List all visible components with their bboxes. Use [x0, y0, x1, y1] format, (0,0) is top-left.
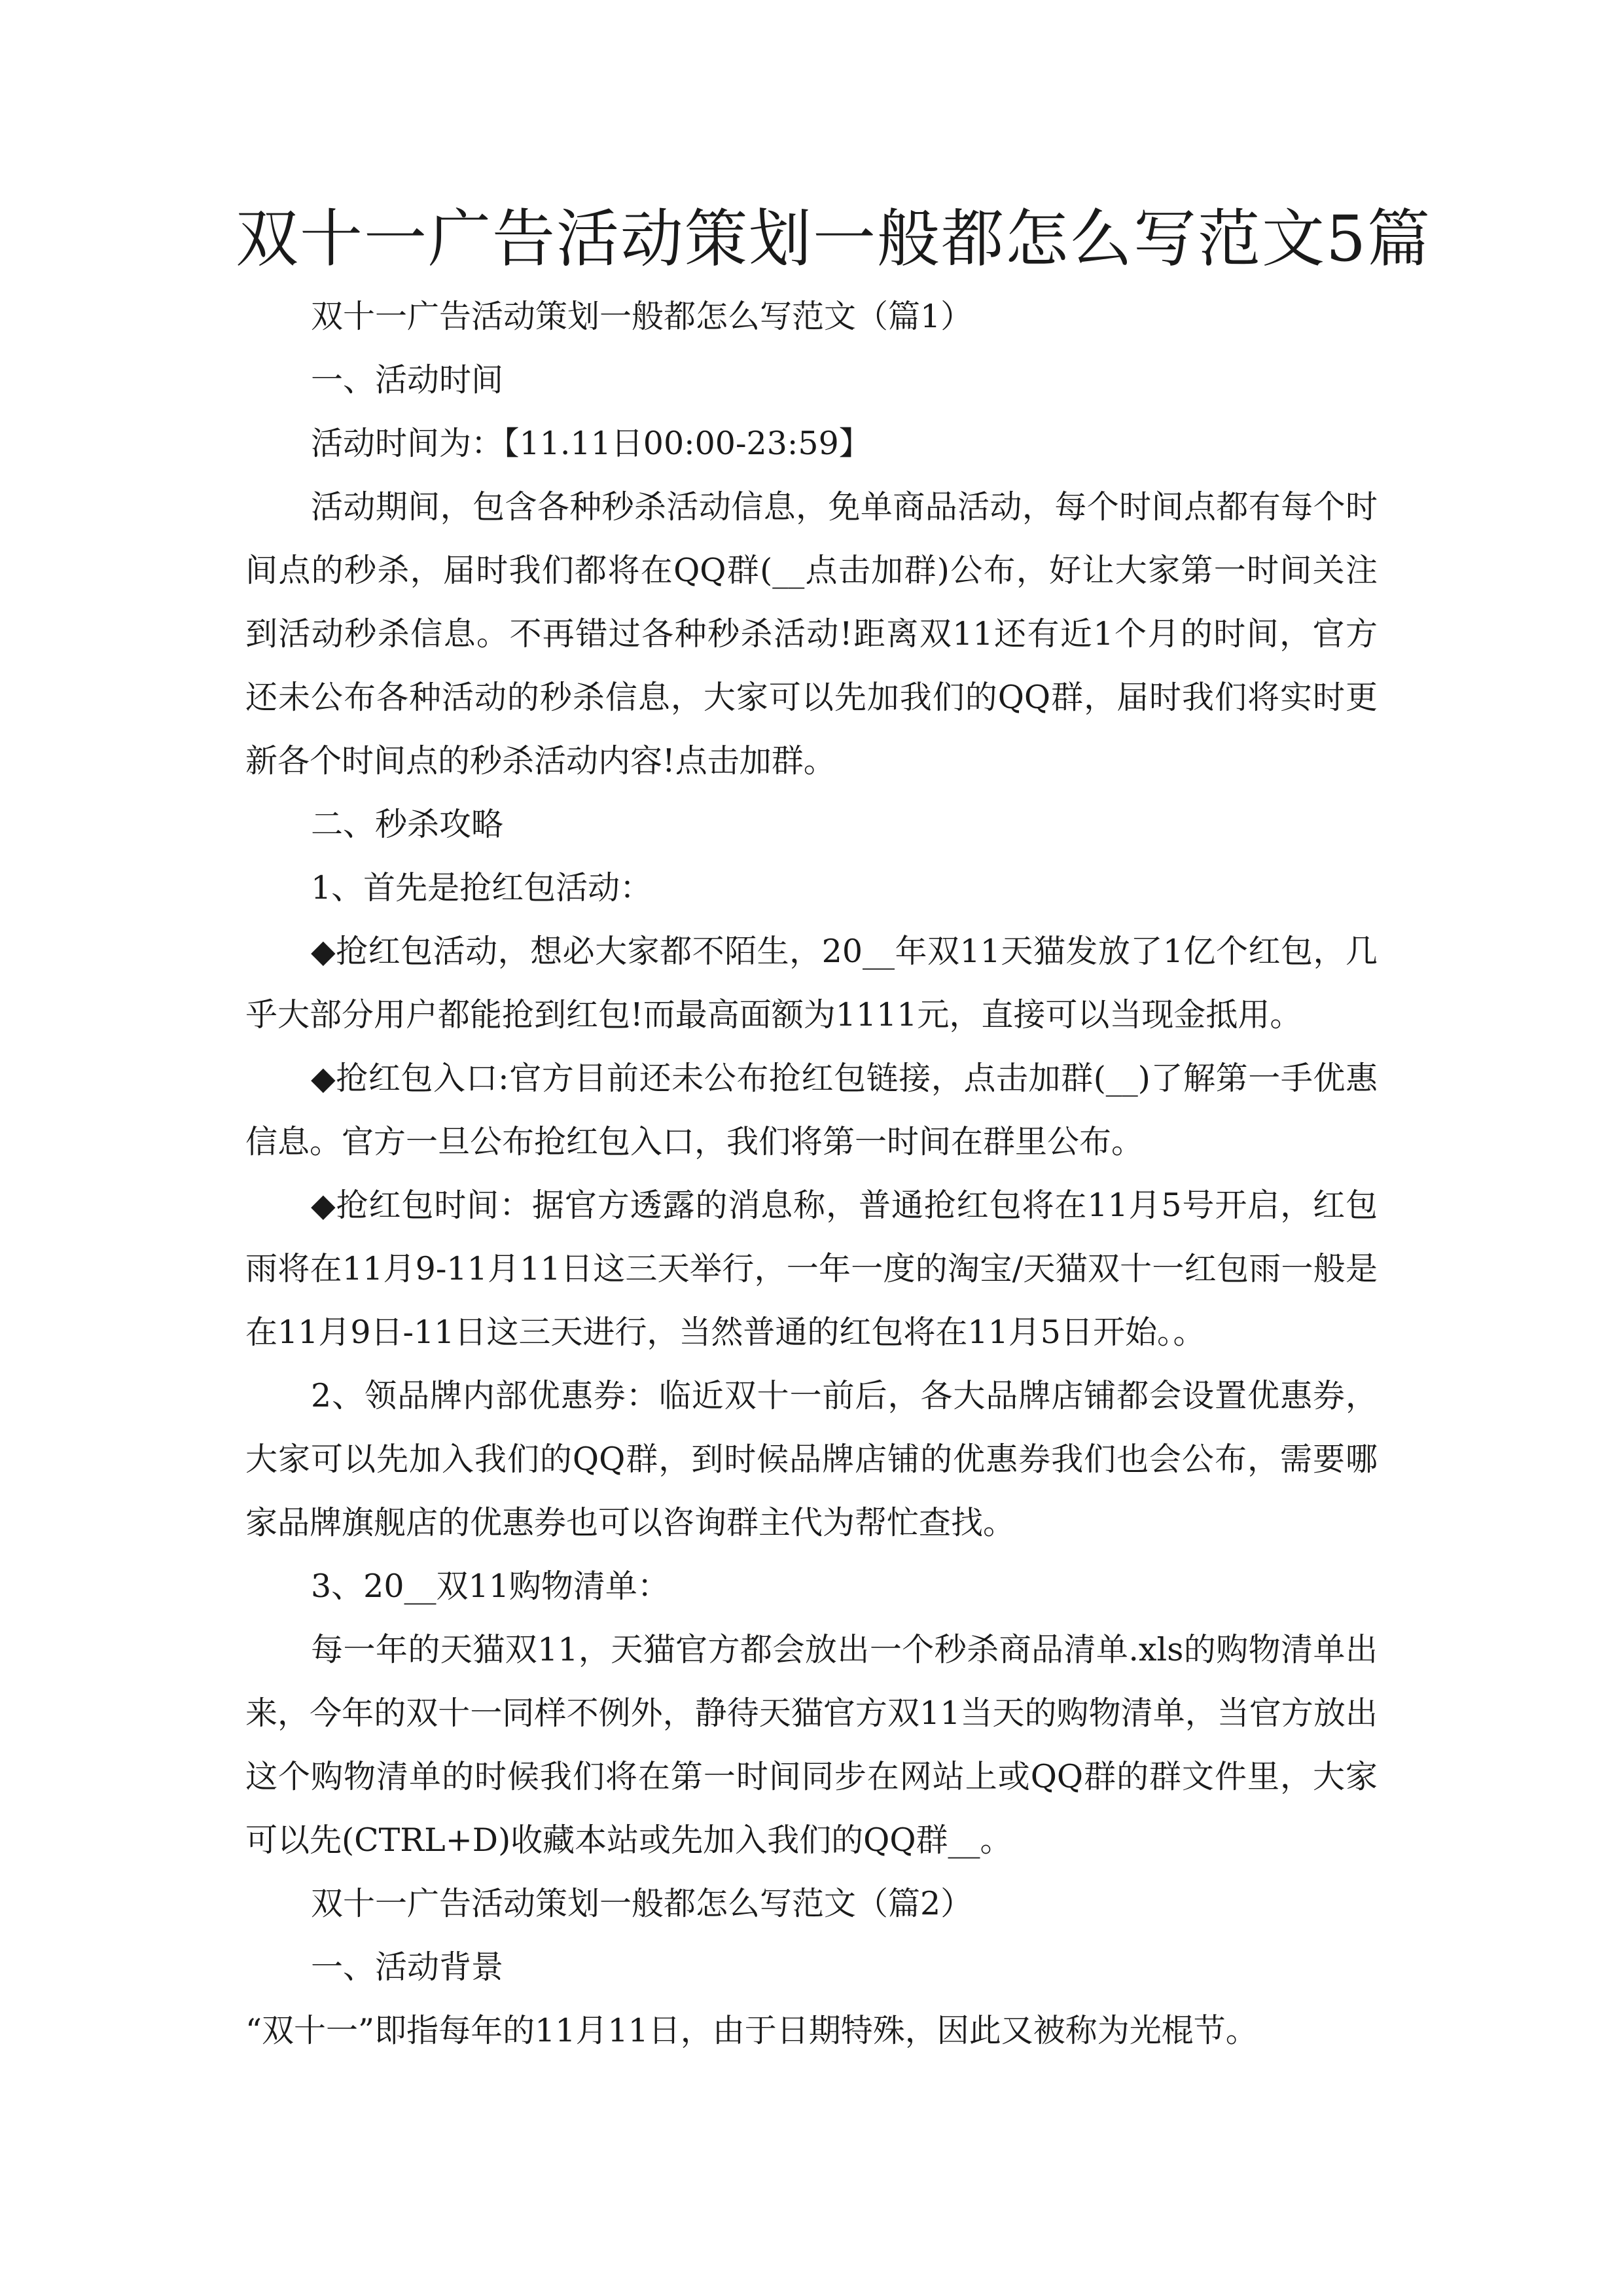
heading-red-packet: 1、首先是抢红包活动：	[311, 869, 652, 906]
paragraph-activity-background: “双十一”即指每年的11月11日，由于日期特殊，因此又被称为光棍节。	[245, 2012, 1258, 2049]
section-heading-article-1: 双十一广告活动策划一般都怎么写范文（篇1）	[311, 298, 973, 335]
paragraph-activity-time-value: 活动时间为：【11.11日00:00-23:59】	[311, 425, 871, 462]
heading-flash-sale-guide: 二、秒杀攻略	[311, 806, 504, 843]
paragraph-red-packet-time: ◆抢红包时间：据官方透露的消息称，普通抢红包将在11月5号开启，红包雨将在11月9-11月11日这三天举行，一年一度的淘宝/天猫双十一红包雨一般是在11月9日-11日这三天进行，当然普通的红包将在11月5日开始。。	[245, 1187, 1378, 1351]
paragraph-red-packet-entry: ◆抢红包入口:官方目前还未公布抢红包链接，点击加群(__)了解第一手优惠信息。官方一旦公布抢红包入口，我们将第一时间在群里公布。	[245, 1060, 1378, 1160]
document-title: 双十一广告活动策划一般都怎么写范文5篇	[236, 202, 1432, 276]
heading-shopping-list: 3、20__双11购物清单：	[311, 1568, 669, 1605]
heading-activity-time: 一、活动时间	[311, 361, 504, 399]
document-body	[245, 285, 1378, 2062]
heading-activity-background: 一、活动背景	[311, 1948, 504, 1986]
section-heading-article-2: 双十一广告活动策划一般都怎么写范文（篇2）	[311, 1885, 973, 1922]
paragraph-shopping-list: 每一年的天猫双11，天猫官方都会放出一个秒杀商品清单.xls的购物清单出来，今年的双十一同样不例外，静待天猫官方双11当天的购物清单，当官方放出这个购物清单的时候我们将在第一时间同步在网站上或QQ群的群文件里，大家可以先(CTRL+D)收藏本站或先加入我们的QQ群__。	[245, 1631, 1378, 1859]
paragraph-red-packet-activity: ◆抢红包活动，想必大家都不陌生，20__年双11天猫发放了1亿个红包，几乎大部分用户都能抢到红包!而最高面额为1111元，直接可以当现金抵用。	[245, 933, 1378, 1033]
paragraph-brand-coupons: 2、领品牌内部优惠券：临近双十一前后，各大品牌店铺都会设置优惠券，大家可以先加入我们的QQ群，到时候品牌店铺的优惠券我们也会公布，需要哪家品牌旗舰店的优惠券也可以咨询群主代为帮忙查找。	[245, 1377, 1378, 1541]
paragraph-activity-period: 活动期间，包含各种秒杀活动信息，免单商品活动，每个时间点都有每个时间点的秒杀，届时我们都将在QQ群(__点击加群)公布，好让大家第一时间关注到活动秒杀信息。不再错过各种秒杀活动!距离双11还有近1个月的时间，官方还未公布各种活动的秒杀信息，大家可以先加我们的QQ群，届时我们将实时更新各个时间点的秒杀活动内容!点击加群。	[245, 488, 1378, 780]
